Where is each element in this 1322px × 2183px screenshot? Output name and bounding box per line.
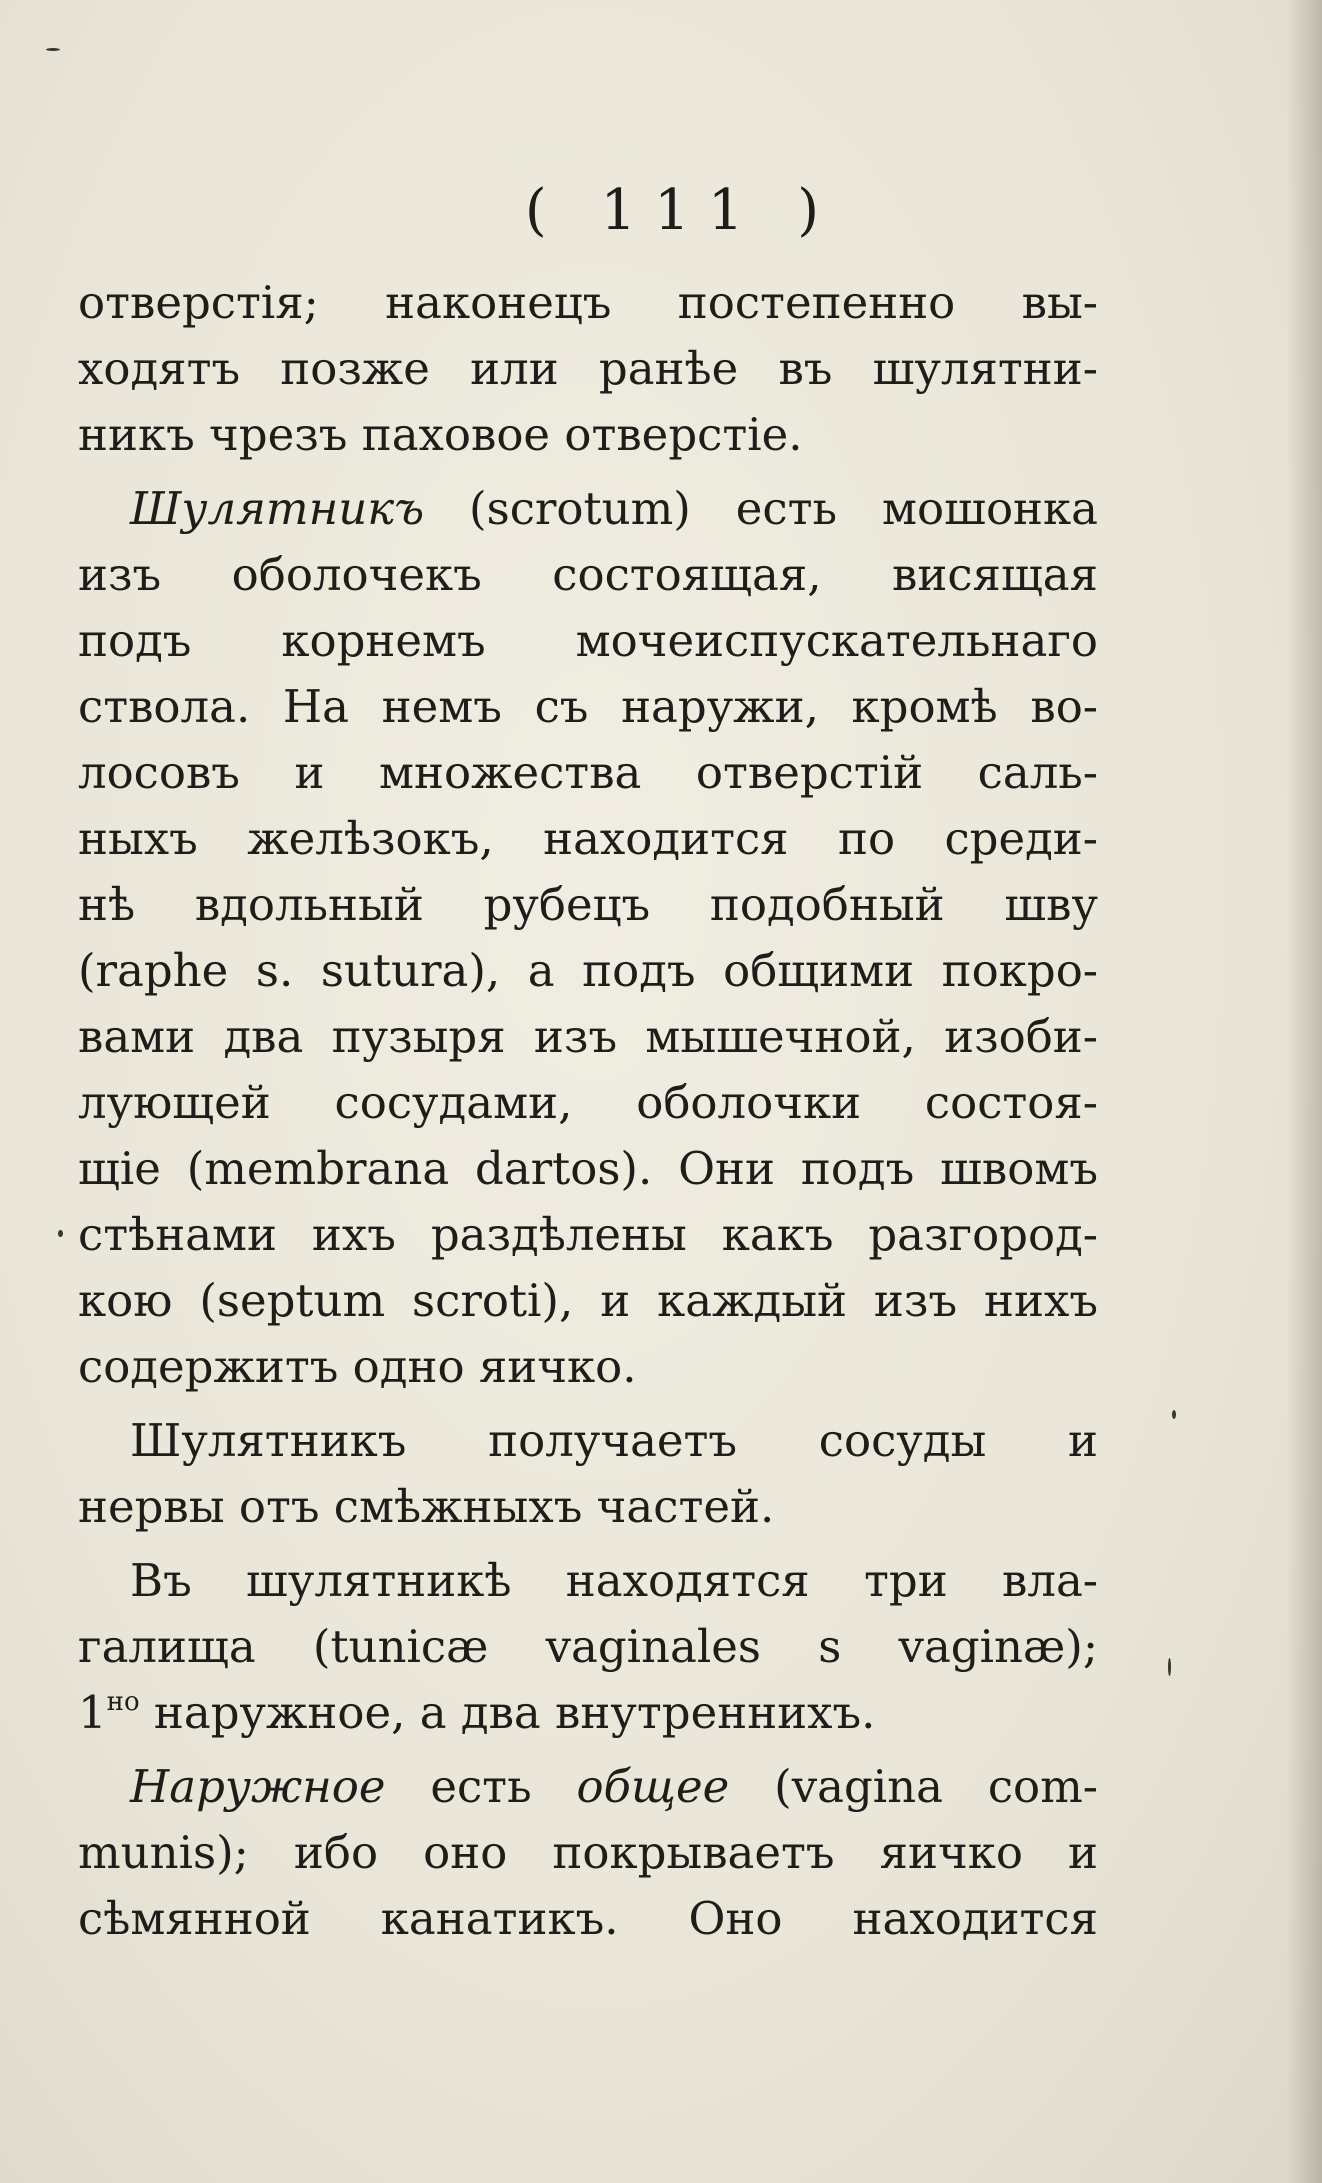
text-line (78, 1680, 1098, 1746)
text-line: нѣ вдольный рубецъ подобный шву (78, 878, 1098, 931)
text-line: никъ чрезъ паховое отверстіе. (78, 408, 803, 461)
text-line: щіе (membrana dartos). Они подъ швомъ (78, 1142, 1098, 1195)
text-line: ныхъ желѣзокъ, находится по среди- (78, 812, 1098, 865)
paragraph-4 (78, 1548, 1098, 1746)
text-line: Въ шулятникѣ находятся три вла- (130, 1554, 1098, 1607)
text-line: munis); ибо оно покрываетъ яичко и (78, 1826, 1098, 1879)
text-line: Шулятникъ получаетъ сосуды и (130, 1414, 1098, 1467)
text-fragment: есть (385, 1760, 577, 1813)
text-line (78, 1754, 1098, 1820)
text-line: ходятъ позже или ранѣе въ шулятни- (78, 342, 1098, 395)
body-text (78, 270, 1098, 1960)
text-line: подъ корнемъ мочеиспускательнаго (78, 614, 1098, 667)
paragraph-3 (78, 1408, 1098, 1540)
text-line: нервы отъ смѣжныхъ частей. (78, 1480, 775, 1533)
text-line: ствола. На немъ съ наружи, кромѣ во- (78, 680, 1098, 733)
text-line: (raphe s. sutura), а подъ общими покро- (78, 944, 1098, 997)
ink-speck (1168, 1658, 1171, 1676)
paragraph-1 (78, 270, 1098, 468)
ink-speck (1172, 1410, 1176, 1419)
text-line: лосовъ и множества отверстій саль- (78, 746, 1098, 799)
term-italic: Шулятникъ (130, 482, 425, 535)
ink-speck (46, 48, 60, 51)
text-line: кою (septum scroti), и каждый изъ нихъ (78, 1274, 1098, 1327)
text-line: вами два пузыря изъ мышечной, изоби- (78, 1010, 1098, 1063)
text-line: изъ оболочекъ состоящая, висящая (78, 548, 1098, 601)
text-fragment: (vagina com- (729, 1760, 1098, 1813)
text-line: сѣмянной канатикъ. Оно находится (78, 1892, 1098, 1945)
term-italic: Наружное (130, 1760, 386, 1813)
text-line: содержитъ одно яичко. (78, 1340, 637, 1393)
page-number: ( 111 ) (524, 178, 838, 243)
paragraph-5 (78, 1754, 1098, 1952)
ink-speck (58, 1230, 63, 1237)
text-line: отверстія; наконецъ постепенно вы- (78, 276, 1098, 329)
text-line: стѣнами ихъ раздѣлены какъ разгород- (78, 1208, 1098, 1261)
text-fragment: наружное, а два внутреннихъ. (139, 1686, 876, 1739)
term-italic: общее (576, 1760, 730, 1813)
text-fragment: 1 (78, 1686, 107, 1739)
text-line: лующей сосудами, оболочки состоя- (78, 1076, 1098, 1129)
text-line (78, 476, 1098, 542)
page-edge-shadow (1286, 0, 1322, 2183)
paragraph-2 (78, 476, 1098, 1400)
text-fragment: (scrotum) есть мошонка (424, 482, 1098, 535)
superscript: но (106, 1687, 140, 1717)
text-line: галища (tunicæ vaginales s vaginæ); (78, 1620, 1098, 1673)
